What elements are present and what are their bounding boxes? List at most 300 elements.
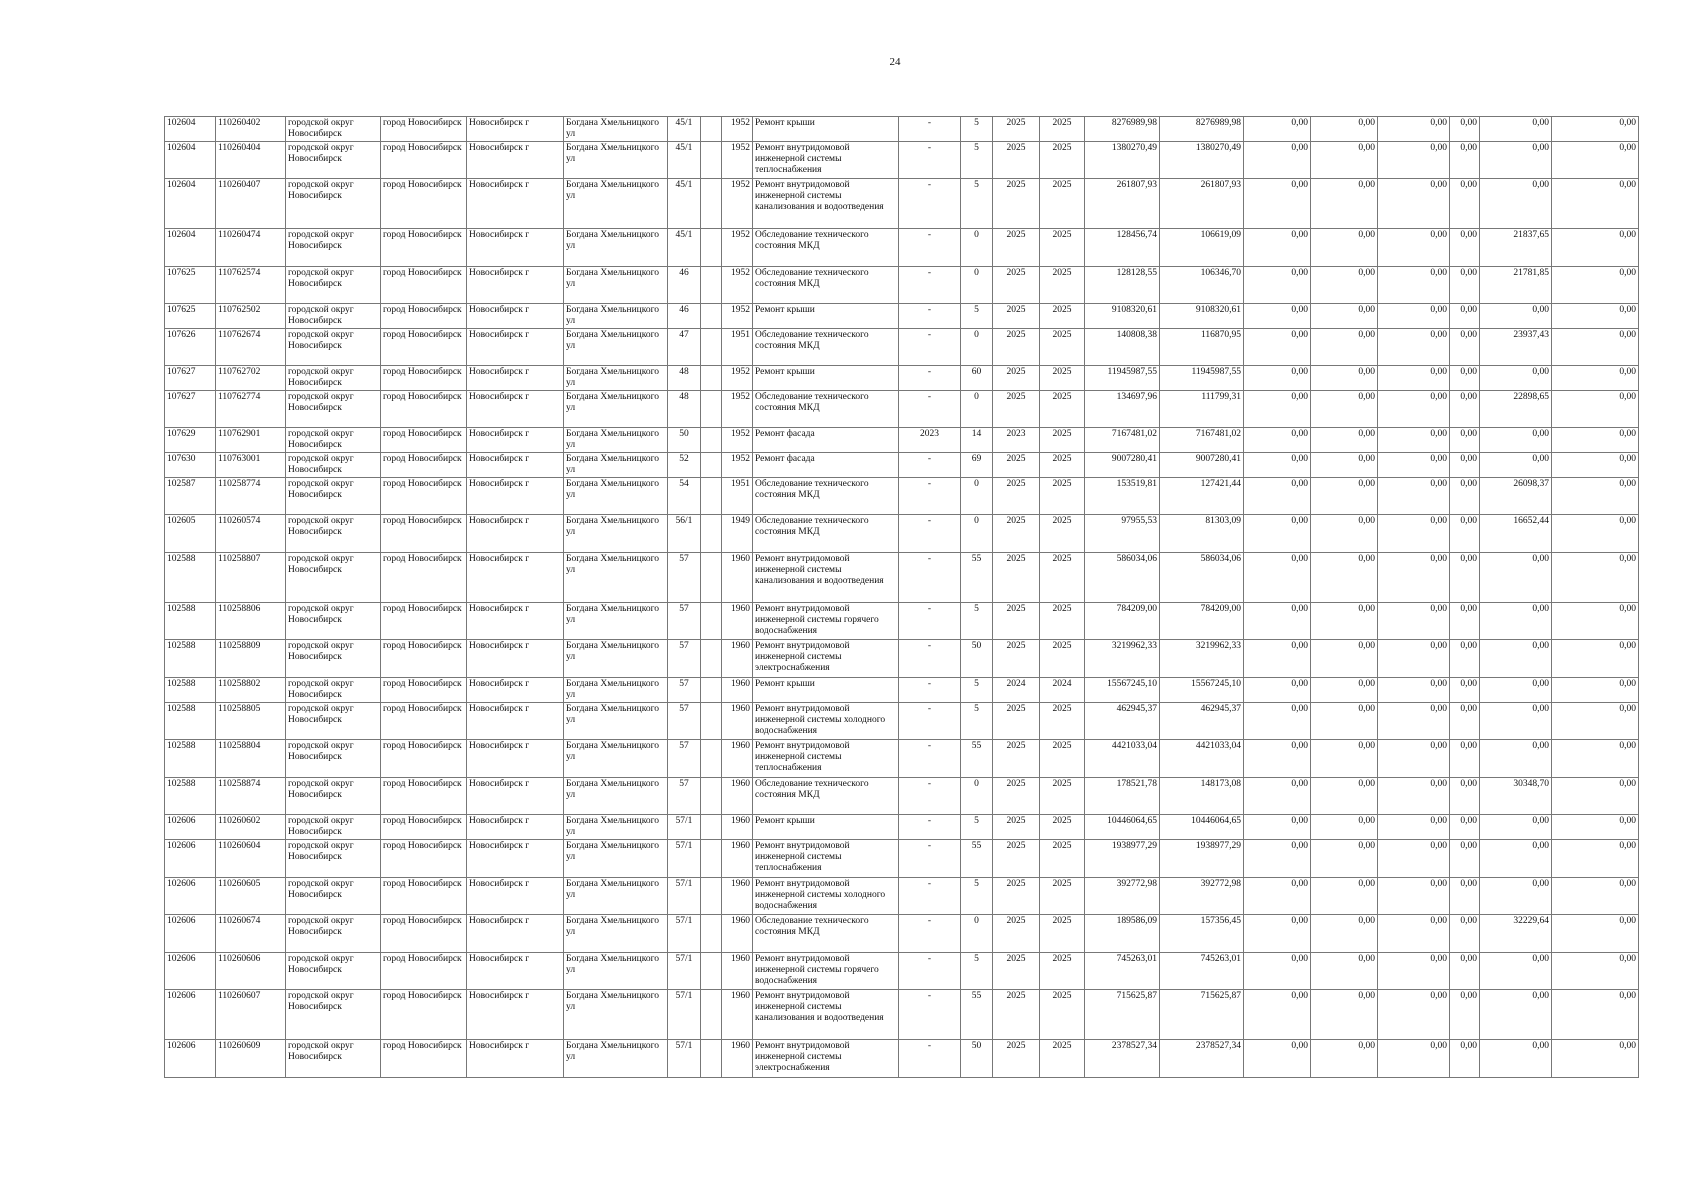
municipal-district-cell: городской округ Новосибирск (286, 179, 381, 229)
work-type-cell: Ремонт внутридомовой инженерной системы канализования и водоотведения (753, 553, 899, 603)
locality-cell: Новосибирск г (467, 990, 564, 1040)
region-code-cell: 102588 (165, 553, 216, 603)
survey-cost-cell: 0,00 (1480, 740, 1552, 778)
regional-budget-cell: 0,00 (1311, 366, 1378, 391)
region-code-cell: 102588 (165, 740, 216, 778)
table-row (165, 553, 1639, 603)
local-budget-cell: 0,00 (1378, 915, 1450, 953)
total-cost-cell: 178521,78 (1085, 778, 1160, 815)
work-type-cell: Ремонт внутридомовой инженерной системы теплоснабжения (753, 142, 899, 179)
house-number-cell: 57 (668, 603, 701, 640)
start-year-cell: 2024 (993, 678, 1040, 703)
locality-cell: Новосибирск г (467, 515, 564, 553)
planned-year-cell: - (899, 1040, 961, 1078)
street-cell: Богдана Хмельницкого ул (564, 553, 668, 603)
regional-budget-cell: 0,00 (1311, 740, 1378, 778)
survey-cost-cell: 0,00 (1480, 453, 1552, 478)
locality-cell: Новосибирск г (467, 179, 564, 229)
record-id-cell: 110762574 (216, 267, 286, 304)
building-cell (701, 267, 722, 304)
house-number-cell: 57/1 (668, 815, 701, 840)
building-cell (701, 366, 722, 391)
house-number-cell: 54 (668, 478, 701, 515)
table-row (165, 478, 1639, 515)
owners-funds-cell: 0,00 (1552, 428, 1639, 453)
federal-budget-cell: 0,00 (1244, 778, 1311, 815)
survey-cost-cell: 26098,37 (1480, 478, 1552, 515)
locality-cell: Новосибирск г (467, 740, 564, 778)
local-budget-cell: 0,00 (1378, 515, 1450, 553)
other-sources-cell: 0,00 (1450, 640, 1480, 678)
wear-percent-cell: 5 (961, 678, 993, 703)
construction-year-cell: 1960 (722, 990, 753, 1040)
table-row (165, 515, 1639, 553)
end-year-cell: 2025 (1040, 366, 1085, 391)
start-year-cell: 2025 (993, 778, 1040, 815)
local-budget-cell: 0,00 (1378, 329, 1450, 366)
table-row (165, 953, 1639, 990)
total-cost-cell: 9007280,41 (1085, 453, 1160, 478)
regional-budget-cell: 0,00 (1311, 515, 1378, 553)
end-year-cell: 2025 (1040, 515, 1085, 553)
work-type-cell: Ремонт крыши (753, 117, 899, 142)
end-year-cell: 2025 (1040, 878, 1085, 915)
fund-cost-cell: 116870,95 (1160, 329, 1244, 366)
work-type-cell: Ремонт крыши (753, 678, 899, 703)
other-sources-cell: 0,00 (1450, 229, 1480, 267)
regional-budget-cell: 0,00 (1311, 878, 1378, 915)
end-year-cell: 2025 (1040, 703, 1085, 740)
survey-cost-cell: 30348,70 (1480, 778, 1552, 815)
construction-year-cell: 1952 (722, 117, 753, 142)
planned-year-cell: - (899, 117, 961, 142)
settlement-cell: город Новосибирск (381, 267, 467, 304)
wear-percent-cell: 55 (961, 990, 993, 1040)
house-number-cell: 52 (668, 453, 701, 478)
wear-percent-cell: 5 (961, 304, 993, 329)
region-code-cell: 102587 (165, 478, 216, 515)
work-type-cell: Ремонт внутридомовой инженерной системы холодного водоснабжения (753, 703, 899, 740)
record-id-cell: 110258804 (216, 740, 286, 778)
building-cell (701, 915, 722, 953)
settlement-cell: город Новосибирск (381, 179, 467, 229)
locality-cell: Новосибирск г (467, 428, 564, 453)
federal-budget-cell: 0,00 (1244, 840, 1311, 878)
construction-year-cell: 1952 (722, 304, 753, 329)
total-cost-cell: 784209,00 (1085, 603, 1160, 640)
fund-cost-cell: 8276989,98 (1160, 117, 1244, 142)
work-type-cell: Ремонт внутридомовой инженерной системы электроснабжения (753, 1040, 899, 1078)
survey-cost-cell: 0,00 (1480, 953, 1552, 990)
building-cell (701, 453, 722, 478)
end-year-cell: 2025 (1040, 953, 1085, 990)
planned-year-cell: - (899, 778, 961, 815)
survey-cost-cell: 16652,44 (1480, 515, 1552, 553)
locality-cell: Новосибирск г (467, 366, 564, 391)
record-id-cell: 110260674 (216, 915, 286, 953)
region-code-cell: 102604 (165, 117, 216, 142)
total-cost-cell: 462945,37 (1085, 703, 1160, 740)
construction-year-cell: 1952 (722, 142, 753, 179)
house-number-cell: 48 (668, 391, 701, 428)
owners-funds-cell: 0,00 (1552, 703, 1639, 740)
planned-year-cell: - (899, 179, 961, 229)
regional-budget-cell: 0,00 (1311, 953, 1378, 990)
total-cost-cell: 15567245,10 (1085, 678, 1160, 703)
federal-budget-cell: 0,00 (1244, 815, 1311, 840)
locality-cell: Новосибирск г (467, 142, 564, 179)
table-row (165, 329, 1639, 366)
start-year-cell: 2023 (993, 428, 1040, 453)
total-cost-cell: 189586,09 (1085, 915, 1160, 953)
fund-cost-cell: 392772,98 (1160, 878, 1244, 915)
settlement-cell: город Новосибирск (381, 515, 467, 553)
fund-cost-cell: 7167481,02 (1160, 428, 1244, 453)
house-number-cell: 45/1 (668, 179, 701, 229)
survey-cost-cell: 32229,64 (1480, 915, 1552, 953)
local-budget-cell: 0,00 (1378, 990, 1450, 1040)
page-number: 24 (889, 56, 901, 68)
region-code-cell: 107625 (165, 267, 216, 304)
planned-year-cell: - (899, 990, 961, 1040)
federal-budget-cell: 0,00 (1244, 603, 1311, 640)
settlement-cell: город Новосибирск (381, 478, 467, 515)
total-cost-cell: 7167481,02 (1085, 428, 1160, 453)
region-code-cell: 107627 (165, 391, 216, 428)
municipal-district-cell: городской округ Новосибирск (286, 640, 381, 678)
locality-cell: Новосибирск г (467, 1040, 564, 1078)
record-id-cell: 110258774 (216, 478, 286, 515)
work-type-cell: Ремонт внутридомовой инженерной системы электроснабжения (753, 640, 899, 678)
start-year-cell: 2025 (993, 179, 1040, 229)
locality-cell: Новосибирск г (467, 229, 564, 267)
municipal-district-cell: городской округ Новосибирск (286, 478, 381, 515)
building-cell (701, 478, 722, 515)
owners-funds-cell: 0,00 (1552, 990, 1639, 1040)
construction-year-cell: 1960 (722, 678, 753, 703)
record-id-cell: 110258805 (216, 703, 286, 740)
construction-year-cell: 1960 (722, 953, 753, 990)
regional-budget-cell: 0,00 (1311, 179, 1378, 229)
federal-budget-cell: 0,00 (1244, 117, 1311, 142)
capital-repair-table (164, 116, 1639, 1078)
total-cost-cell: 4421033,04 (1085, 740, 1160, 778)
locality-cell: Новосибирск г (467, 478, 564, 515)
local-budget-cell: 0,00 (1378, 815, 1450, 840)
region-code-cell: 107625 (165, 304, 216, 329)
region-code-cell: 102588 (165, 640, 216, 678)
owners-funds-cell: 0,00 (1552, 229, 1639, 267)
owners-funds-cell: 0,00 (1552, 478, 1639, 515)
end-year-cell: 2025 (1040, 304, 1085, 329)
record-id-cell: 110258802 (216, 678, 286, 703)
other-sources-cell: 0,00 (1450, 840, 1480, 878)
federal-budget-cell: 0,00 (1244, 391, 1311, 428)
owners-funds-cell: 0,00 (1552, 840, 1639, 878)
house-number-cell: 57 (668, 640, 701, 678)
street-cell: Богдана Хмельницкого ул (564, 778, 668, 815)
owners-funds-cell: 0,00 (1552, 778, 1639, 815)
other-sources-cell: 0,00 (1450, 878, 1480, 915)
total-cost-cell: 128456,74 (1085, 229, 1160, 267)
owners-funds-cell: 0,00 (1552, 515, 1639, 553)
other-sources-cell: 0,00 (1450, 179, 1480, 229)
construction-year-cell: 1951 (722, 329, 753, 366)
survey-cost-cell: 0,00 (1480, 304, 1552, 329)
regional-budget-cell: 0,00 (1311, 453, 1378, 478)
table-row (165, 229, 1639, 267)
table-row (165, 142, 1639, 179)
settlement-cell: город Новосибирск (381, 1040, 467, 1078)
work-type-cell: Ремонт крыши (753, 304, 899, 329)
building-cell (701, 640, 722, 678)
federal-budget-cell: 0,00 (1244, 953, 1311, 990)
record-id-cell: 110260402 (216, 117, 286, 142)
building-cell (701, 840, 722, 878)
street-cell: Богдана Хмельницкого ул (564, 366, 668, 391)
local-budget-cell: 0,00 (1378, 703, 1450, 740)
end-year-cell: 2025 (1040, 915, 1085, 953)
total-cost-cell: 9108320,61 (1085, 304, 1160, 329)
record-id-cell: 110260404 (216, 142, 286, 179)
house-number-cell: 57/1 (668, 953, 701, 990)
planned-year-cell: - (899, 815, 961, 840)
settlement-cell: город Новосибирск (381, 640, 467, 678)
building-cell (701, 515, 722, 553)
other-sources-cell: 0,00 (1450, 304, 1480, 329)
local-budget-cell: 0,00 (1378, 953, 1450, 990)
total-cost-cell: 392772,98 (1085, 878, 1160, 915)
wear-percent-cell: 0 (961, 391, 993, 428)
owners-funds-cell: 0,00 (1552, 740, 1639, 778)
survey-cost-cell: 0,00 (1480, 990, 1552, 1040)
regional-budget-cell: 0,00 (1311, 117, 1378, 142)
locality-cell: Новосибирск г (467, 915, 564, 953)
planned-year-cell: - (899, 329, 961, 366)
owners-funds-cell: 0,00 (1552, 453, 1639, 478)
local-budget-cell: 0,00 (1378, 391, 1450, 428)
fund-cost-cell: 106346,70 (1160, 267, 1244, 304)
building-cell (701, 142, 722, 179)
regional-budget-cell: 0,00 (1311, 990, 1378, 1040)
regional-budget-cell: 0,00 (1311, 553, 1378, 603)
house-number-cell: 56/1 (668, 515, 701, 553)
record-id-cell: 110260407 (216, 179, 286, 229)
start-year-cell: 2025 (993, 267, 1040, 304)
table-row (165, 117, 1639, 142)
table-row (165, 1040, 1639, 1078)
region-code-cell: 102604 (165, 142, 216, 179)
owners-funds-cell: 0,00 (1552, 1040, 1639, 1078)
construction-year-cell: 1960 (722, 815, 753, 840)
work-type-cell: Ремонт внутридомовой инженерной системы горячего водоснабжения (753, 953, 899, 990)
construction-year-cell: 1960 (722, 703, 753, 740)
wear-percent-cell: 0 (961, 329, 993, 366)
settlement-cell: город Новосибирск (381, 117, 467, 142)
wear-percent-cell: 5 (961, 603, 993, 640)
end-year-cell: 2025 (1040, 453, 1085, 478)
regional-budget-cell: 0,00 (1311, 229, 1378, 267)
total-cost-cell: 11945987,55 (1085, 366, 1160, 391)
locality-cell: Новосибирск г (467, 815, 564, 840)
house-number-cell: 57 (668, 740, 701, 778)
other-sources-cell: 0,00 (1450, 990, 1480, 1040)
municipal-district-cell: городской округ Новосибирск (286, 453, 381, 478)
fund-cost-cell: 11945987,55 (1160, 366, 1244, 391)
house-number-cell: 46 (668, 304, 701, 329)
start-year-cell: 2025 (993, 1040, 1040, 1078)
table-row (165, 366, 1639, 391)
local-budget-cell: 0,00 (1378, 640, 1450, 678)
planned-year-cell: - (899, 391, 961, 428)
owners-funds-cell: 0,00 (1552, 267, 1639, 304)
locality-cell: Новосибирск г (467, 953, 564, 990)
construction-year-cell: 1960 (722, 840, 753, 878)
settlement-cell: город Новосибирск (381, 878, 467, 915)
work-type-cell: Ремонт внутридомовой инженерной системы холодного водоснабжения (753, 878, 899, 915)
local-budget-cell: 0,00 (1378, 428, 1450, 453)
region-code-cell: 102606 (165, 878, 216, 915)
federal-budget-cell: 0,00 (1244, 703, 1311, 740)
table-row (165, 703, 1639, 740)
local-budget-cell: 0,00 (1378, 553, 1450, 603)
other-sources-cell: 0,00 (1450, 515, 1480, 553)
regional-budget-cell: 0,00 (1311, 778, 1378, 815)
survey-cost-cell: 0,00 (1480, 366, 1552, 391)
start-year-cell: 2025 (993, 366, 1040, 391)
municipal-district-cell: городской округ Новосибирск (286, 678, 381, 703)
street-cell: Богдана Хмельницкого ул (564, 391, 668, 428)
survey-cost-cell: 0,00 (1480, 1040, 1552, 1078)
municipal-district-cell: городской округ Новосибирск (286, 878, 381, 915)
local-budget-cell: 0,00 (1378, 453, 1450, 478)
survey-cost-cell: 0,00 (1480, 815, 1552, 840)
table-row (165, 740, 1639, 778)
regional-budget-cell: 0,00 (1311, 603, 1378, 640)
settlement-cell: город Новосибирск (381, 391, 467, 428)
local-budget-cell: 0,00 (1378, 678, 1450, 703)
work-type-cell: Обследование технического состояния МКД (753, 478, 899, 515)
construction-year-cell: 1952 (722, 391, 753, 428)
wear-percent-cell: 0 (961, 915, 993, 953)
federal-budget-cell: 0,00 (1244, 366, 1311, 391)
fund-cost-cell: 586034,06 (1160, 553, 1244, 603)
total-cost-cell: 153519,81 (1085, 478, 1160, 515)
total-cost-cell: 140808,38 (1085, 329, 1160, 366)
construction-year-cell: 1952 (722, 267, 753, 304)
fund-cost-cell: 1938977,29 (1160, 840, 1244, 878)
regional-budget-cell: 0,00 (1311, 267, 1378, 304)
record-id-cell: 110762774 (216, 391, 286, 428)
street-cell: Богдана Хмельницкого ул (564, 142, 668, 179)
table-row (165, 428, 1639, 453)
end-year-cell: 2025 (1040, 740, 1085, 778)
locality-cell: Новосибирск г (467, 453, 564, 478)
street-cell: Богдана Хмельницкого ул (564, 1040, 668, 1078)
locality-cell: Новосибирск г (467, 391, 564, 428)
federal-budget-cell: 0,00 (1244, 740, 1311, 778)
other-sources-cell: 0,00 (1450, 740, 1480, 778)
construction-year-cell: 1960 (722, 778, 753, 815)
municipal-district-cell: городской округ Новосибирск (286, 740, 381, 778)
survey-cost-cell: 0,00 (1480, 553, 1552, 603)
planned-year-cell: - (899, 640, 961, 678)
street-cell: Богдана Хмельницкого ул (564, 229, 668, 267)
street-cell: Богдана Хмельницкого ул (564, 329, 668, 366)
planned-year-cell: - (899, 915, 961, 953)
planned-year-cell: 2023 (899, 428, 961, 453)
municipal-district-cell: городской округ Новосибирск (286, 953, 381, 990)
federal-budget-cell: 0,00 (1244, 990, 1311, 1040)
planned-year-cell: - (899, 878, 961, 915)
planned-year-cell: - (899, 478, 961, 515)
building-cell (701, 878, 722, 915)
street-cell: Богдана Хмельницкого ул (564, 267, 668, 304)
record-id-cell: 110258806 (216, 603, 286, 640)
region-code-cell: 102604 (165, 179, 216, 229)
end-year-cell: 2025 (1040, 179, 1085, 229)
total-cost-cell: 8276989,98 (1085, 117, 1160, 142)
work-type-cell: Ремонт внутридомовой инженерной системы горячего водоснабжения (753, 603, 899, 640)
locality-cell: Новосибирск г (467, 267, 564, 304)
planned-year-cell: - (899, 515, 961, 553)
other-sources-cell: 0,00 (1450, 453, 1480, 478)
local-budget-cell: 0,00 (1378, 229, 1450, 267)
wear-percent-cell: 5 (961, 117, 993, 142)
start-year-cell: 2025 (993, 515, 1040, 553)
building-cell (701, 953, 722, 990)
street-cell: Богдана Хмельницкого ул (564, 428, 668, 453)
table-row (165, 304, 1639, 329)
wear-percent-cell: 0 (961, 229, 993, 267)
fund-cost-cell: 745263,01 (1160, 953, 1244, 990)
construction-year-cell: 1952 (722, 366, 753, 391)
start-year-cell: 2025 (993, 878, 1040, 915)
fund-cost-cell: 462945,37 (1160, 703, 1244, 740)
wear-percent-cell: 55 (961, 840, 993, 878)
house-number-cell: 57 (668, 703, 701, 740)
end-year-cell: 2025 (1040, 478, 1085, 515)
wear-percent-cell: 50 (961, 1040, 993, 1078)
other-sources-cell: 0,00 (1450, 815, 1480, 840)
region-code-cell: 107630 (165, 453, 216, 478)
record-id-cell: 110762502 (216, 304, 286, 329)
house-number-cell: 57 (668, 553, 701, 603)
wear-percent-cell: 0 (961, 778, 993, 815)
end-year-cell: 2025 (1040, 553, 1085, 603)
owners-funds-cell: 0,00 (1552, 304, 1639, 329)
settlement-cell: город Новосибирск (381, 304, 467, 329)
table-row (165, 815, 1639, 840)
wear-percent-cell: 60 (961, 366, 993, 391)
fund-cost-cell: 4421033,04 (1160, 740, 1244, 778)
other-sources-cell: 0,00 (1450, 953, 1480, 990)
table-row (165, 990, 1639, 1040)
wear-percent-cell: 14 (961, 428, 993, 453)
table-row (165, 840, 1639, 878)
regional-budget-cell: 0,00 (1311, 915, 1378, 953)
owners-funds-cell: 0,00 (1552, 640, 1639, 678)
building-cell (701, 428, 722, 453)
fund-cost-cell: 15567245,10 (1160, 678, 1244, 703)
construction-year-cell: 1960 (722, 640, 753, 678)
other-sources-cell: 0,00 (1450, 1040, 1480, 1078)
house-number-cell: 48 (668, 366, 701, 391)
owners-funds-cell: 0,00 (1552, 366, 1639, 391)
settlement-cell: город Новосибирск (381, 778, 467, 815)
street-cell: Богдана Хмельницкого ул (564, 603, 668, 640)
house-number-cell: 57/1 (668, 990, 701, 1040)
